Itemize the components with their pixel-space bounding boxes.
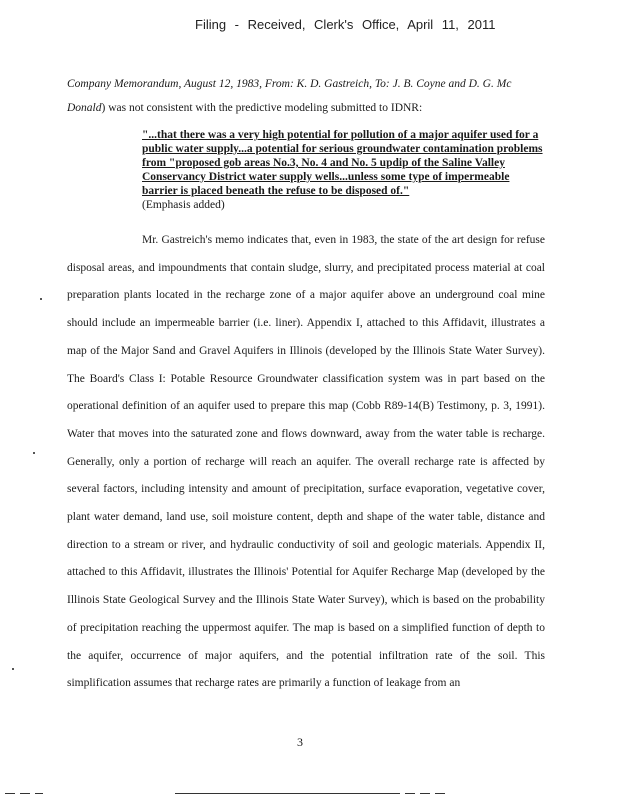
page-number: 3 <box>297 735 303 749</box>
scan-speck <box>12 668 14 670</box>
body-paragraph: Mr. Gastreich's memo indicates that, even in 1983, the state of the art design for refuse disposal areas, and impoundments that contain sludge, slurry, and precipitated process material at coal preparation plants located in the recharge zone of a major aquifer above an underground coal mine should include an impermeable barrier (i.e. liner). Appendix I, attached to this Affidavit, illustrates a map of the Major Sand and Gravel Aquifers in Illinois (developed by the Illinois State Water Survey). The Board's Class I: Potable Resource Groundwater classification system was in part based on the operational definition of an aquifer used to prepare this map (Cobb R89-14(B) Testimony, p. 3, 1991). Water that moves into the saturated zone and flows downward, away from the water table is recharge. Generally, only a portion of recharge will reach an aquifer. The overall recharge rate is affected by several factors, including intensity and amount of precipitation, surface evaporation, vegetative cover, plant water demand, land use, soil moisture content, depth and shape of the water table, distance and direction to a stream or river, and hydraulic conductivity of soil and geologic materials. Appendix II, attached to this Affidavit, illustrates the Illinois' Potential for Aquifer Recharge Map (developed by the Illinois State Geological Survey and the Illinois State Water Survey), which is based on the probability of precipitation reaching the uppermost aquifer. The map is based on a simplified function of depth to the aquifer, occurrence of major aquifers, and the potential infiltration rate of the soil. This simplification assumes that recharge rates are primarily a function of leakage from an <box>67 234 545 690</box>
memo-citation: Company Memorandum, August 12, 1983, From: K. D. Gastreich, To: J. B. Coyne and D. G. Mc Donald <box>67 78 512 114</box>
footer-dash <box>35 793 43 794</box>
footer-dash <box>420 793 430 794</box>
footer-dash <box>20 793 30 794</box>
quote-text: "...that there was a very high potential for pollution of a major aquifer used for a public water supply...a potential for serious groundwater contamination problems from "proposed gob areas No.3, No. 4 and No. 5 updip of the Saline Valley Conservancy District water supply wells...unless some type of impermeable barrier is placed beneath the refuse to be disposed of." <box>142 129 543 197</box>
footer-dash <box>5 793 15 794</box>
scan-speck <box>40 298 42 300</box>
intro-trailing-text: ) was not consistent with the predictive modeling submitted to IDNR: <box>101 102 423 114</box>
filing-stamp: Filing - Received, Clerk's Office, April 11, 2011 <box>195 17 496 32</box>
emphasis-note: (Emphasis added) <box>142 199 225 211</box>
footer-dash <box>435 793 445 794</box>
footer-dash <box>405 793 415 794</box>
block-quote <box>142 128 547 212</box>
scan-speck <box>33 452 35 454</box>
footer-rule <box>175 793 400 794</box>
intro-text <box>67 72 547 120</box>
